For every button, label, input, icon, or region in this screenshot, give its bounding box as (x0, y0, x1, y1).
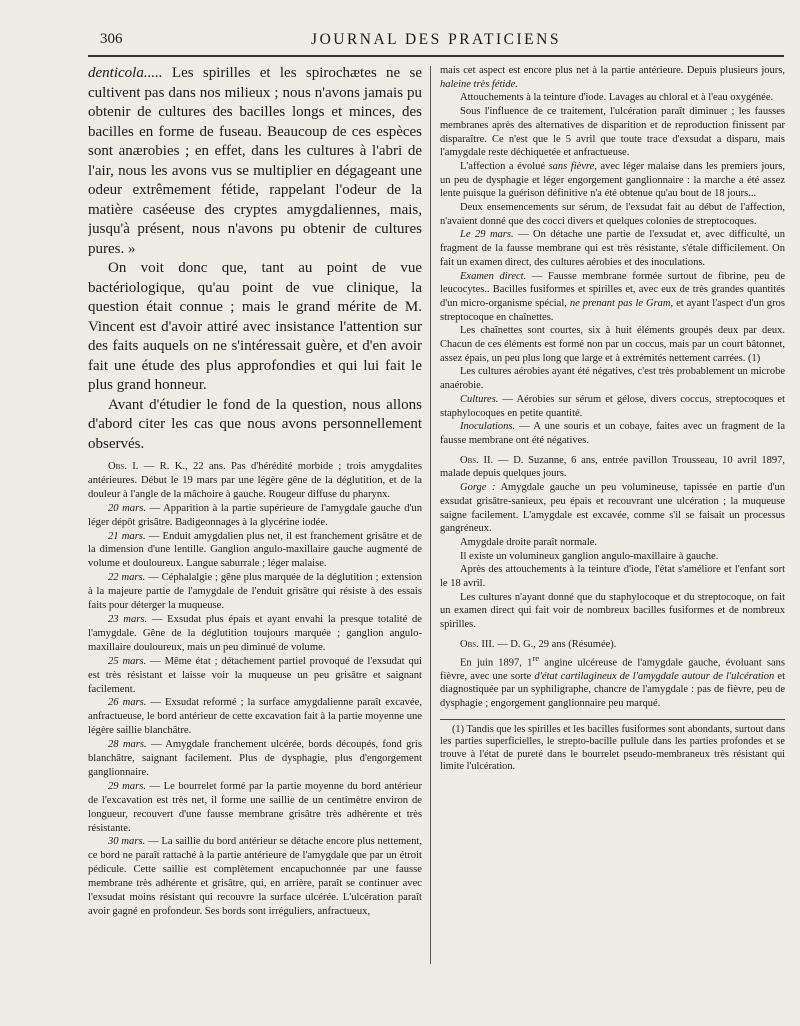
juin-1897-paragraph (440, 652, 785, 711)
entry-21-label: 21 mars. (108, 530, 146, 542)
intro-text: Les spirilles et les spirochætes ne se cultivent pas dans nos milieux ; nous n'avons jamais pu obtenir de cultures des bacilles longs et minces, des bacilles en forme de fuseau. Beaucoup de ces espèces sont anærobies ; en effet, dans les cultures à l'abri de l'air, nous les avons vus se multiplier en dégageant une odeur extrêmement fétide, rappelant l'odeur de la matière caséeuse des cryptes amygdaliennes, mais, jusqu'à présent, nous n'avons pu obtenir de cultures pures. » (88, 65, 422, 257)
entry-26-mars (88, 696, 422, 738)
entry-23-label: 23 mars. (108, 613, 148, 625)
examen-direct-paragraph (440, 270, 785, 325)
r7-label: Examen direct. (460, 270, 527, 282)
footnote: (1) Tandis que les spirilles et les bacilles fusiformes sont abondants, surtout dans les parties superficielles, le strepto-bacille pullule dans les parties profondes et se trouve à l'état de pureté dans le bourrelet pseudo-membraneux très résistant qui limite l'ulcération. (440, 723, 785, 773)
evolution-paragraph (440, 160, 785, 201)
r7-text-c: et ayant l'aspect d'un gros streptocoque en chaînettes. (440, 297, 785, 323)
intro-italic: denticola..... (88, 65, 163, 81)
ganglion-paragraph: Il existe un volumineux ganglion angulo-maxillaire à gauche. (460, 550, 719, 562)
entry-21-text: — Enduit amygdalien plus net, il est franchement grisâtre et de la dimension d'une lentille. Ganglion angulo-maxillaire gauche augmenté de volume et douloureux. Langue saburrale ; léger malaise. (88, 530, 422, 570)
aerobies-paragraph: Les cultures aérobies ayant été négatives, c'est très probablement un microbe anaérobie. (440, 366, 785, 392)
obs-1-label: Obs. I. (108, 461, 139, 472)
paragraph-vincent: On voit donc que, tant au point de vue bactériologique, qu'au point de vue clinique, la question était connue ; mais le grand mérite de M. Vincent est d'avoir attiré avec insistance l'attention sur des faits auquels on ne s'intéressait guère, et d'en avoir fait une étude des plus approfondies et qui lui fait le plus grand honneur. (88, 260, 422, 393)
header-rule (88, 55, 784, 57)
r19-text-d: et diagnostiquée par un syphiligraphe, chancre de l'amygdale : pas de fièvre, peu de dysphagie ; engorgement ganglionnaire peu marqué. (440, 670, 785, 710)
left-column (88, 64, 422, 969)
entry-30-text: — La saillie du bord antérieur se détache encore plus nettement, ce bord ne paraît rattaché à la partie antérieure de l'amygdale que par un étroit pédicule. Cette saillie est complètement encapuchonnée par une fausse membrane très adhérente et grisâtre, qui, en arrière, paraît se continuer avec l'exsudat moins résistant qui recouvre la surface ulcérée. L'ulcération paraît avoir gagné en profondeur. Ses bords sont irréguliers, anfractueux, (88, 836, 422, 917)
r10-label: Cultures. (460, 393, 499, 405)
entry-28-text: — Amygdale franchement ulcérée, bords découpés, fond gris blanchâtre, saignant facilement. Plus de dysphagie, plus d'engorgement ganglionnaire. (88, 739, 422, 778)
entry-28-label: 28 mars. (108, 739, 147, 751)
entry-28-mars (88, 738, 422, 780)
r4-text-c: avec léger malaise dans les premiers jours, un peu de dysphagie et léger engorgement ganglionnaire : la marche a été assez lente puisque la guérison définitive n'a été obtenue qu'au bout de 18 jours... (440, 160, 785, 200)
obs-2-label: Obs. II. (460, 454, 494, 466)
r10-text: — Aérobies sur sérum et gélose, divers coccus, streptocoques et staphylocoques en petite quantité. (440, 393, 785, 419)
r7-italic: ne prenant pas le Gram, (569, 297, 674, 309)
r4-italic: sans fièvre, (548, 160, 597, 172)
paragraph-cases: Avant d'étudier le fond de la question, nous allons d'abord citer les cas que nous avons personnellement observés. (88, 396, 422, 452)
treatment-paragraph: Attouchements à la teinture d'iode. Lavages au chloral et à l'eau oxygénée. (460, 92, 774, 104)
r19-italic: d'état cartilagineux de l'amygdale autour de l'ulcération (534, 670, 775, 682)
r11-text: — A une souris et un cobaye, faites avec un fragment de la fausse membrane ont été négatives. (440, 421, 785, 446)
page-header (88, 27, 784, 53)
obs-2-text: — D. Suzanne, 6 ans, entrée pavillon Trousseau, 10 avril 1897, malade depuis quelques jours. (440, 454, 785, 480)
column-rule (430, 66, 431, 964)
obs-3 (440, 638, 785, 652)
r4-text-a: L'affection a évolué (460, 160, 549, 172)
r7-text-a: — Fausse membrane formée surtout de fibrine, peu de leucocytes.. Bacilles fusiformes et spirilles et, avec eux de très grandes quantités d'un micro-organisme spécial, (440, 270, 785, 309)
entry-20-text: — Apparition à la partie supérieure de l'amygdale gauche d'un léger dépôt grisâtre. Badigeonnages à la glycérine iodée. (88, 502, 422, 528)
entry-21-mars (88, 530, 422, 572)
entry-25-mars (88, 655, 422, 697)
gorge-paragraph (440, 481, 785, 536)
cultures-staph-paragraph: Les cultures n'ayant donné que du staphylocoque et du streptocoque, on fait un examen direct qui fait voir de nombreux bacilles fusiformes et de nombreux spirilles. (440, 591, 785, 631)
right-column (440, 64, 785, 969)
continuation-paragraph (440, 64, 785, 91)
r6-label: Le 29 mars. (460, 229, 514, 241)
entry-30-label: 30 mars. (108, 836, 146, 848)
entry-20-mars (88, 502, 422, 530)
entry-30-mars (88, 835, 422, 918)
obs-1 (88, 460, 422, 502)
obs-3-text: — D. G., 29 ans (Résumée). (494, 638, 617, 650)
journal-title: JOURNAL DES PRATICIENS (311, 31, 561, 48)
cultures-paragraph (440, 393, 785, 420)
ensemencements-paragraph: Deux ensemencements sur sérum, de l'exsudat fait au début de l'affection, n'avaient donné que des cocci divers et quelques colonies de streptocoques. (440, 202, 785, 227)
r13-text: Amygdale gauche un peu volumineuse, tapissée en partie d'un exsudat grisâtre-sanieux, peu épais et recouvrant une ulcération ; la muqueuse saigne facilement. L'amygdale est excavée, comme s'il se faisait un processus gangréneux. (440, 482, 785, 535)
entry-23-mars (88, 613, 422, 655)
entry-29-label: 29 mars. (108, 780, 146, 792)
r19-text-a: En juin 1897, 1 (460, 657, 533, 669)
entry-le-29-mars (440, 228, 785, 269)
entry-26-label: 26 mars. (108, 697, 147, 709)
inoculations-paragraph (440, 420, 785, 447)
chainettes-paragraph: Les chaînettes sont courtes, six à huit éléments groupés deux par deux. Chacun de ces éléments est formé non par un coccus, mais par un court bâtonnet, assez épais, un peu plus long que large et à extrémités nettement carrées. (1) (440, 325, 785, 364)
attouchements-paragraph: Après des attouchements à la teinture d'iode, l'état s'améliore et l'enfant sort le 18 avril. (440, 564, 785, 590)
r11-label: Inoculations. (460, 421, 516, 433)
r6-text: — On détache une partie de l'exsudat et, avec difficulté, un fragment de la fausse membrane qui est très résistante, s'étale difficilement. On fait un examen direct, des cultures aérobies et des inoculations. (440, 229, 785, 268)
r19-superscript: re (532, 652, 540, 663)
intro-paragraph (88, 64, 422, 259)
influence-paragraph: Sous l'influence de ce traitement, l'ulcération paraît diminuer ; les fausses membranes après des alternatives de disparition et de reproduction finissent par disparaître. Ce n'est que le 5 avril que toute trace d'exsudat a disparu, mais l'amygdale reste déchiquetée et anfractueuse. (440, 106, 785, 159)
entry-20-label: 20 mars. (108, 502, 147, 514)
page-number: 306 (100, 31, 123, 47)
r1-italic: haleine très fétide. (440, 78, 518, 90)
entry-23-text: — Exsudat plus épais et ayant envahi la presque totalité de l'amygdale. Gêne de la déglutition toujours marquée ; ganglion angulo-maxillaire douloureux, mais un peu diminué de volume. (88, 613, 422, 653)
entry-22-label: 22 mars. (108, 572, 146, 584)
entry-22-mars (88, 571, 422, 613)
r19-text-b: angine ulcéreuse de l'amygdale gauche, évoluant sans fièvre, avec une sorte (440, 657, 785, 682)
entry-25-label: 25 mars. (108, 655, 147, 667)
amygdale-droite-paragraph: Amygdale droite paraît normale. (460, 536, 598, 548)
obs-1-text: — R. K., 22 ans. Pas d'hérédité morbide ; trois amygdalites antérieures. Début le 19 mars par une légère gêne de la déglutition, et de la douleur à l'angle de la mâchoire à gauche. Rougeur diffuse du pharynx. (88, 461, 422, 500)
footnote-rule (440, 719, 785, 720)
entry-25-text: — Même état ; détachement partiel provoqué de l'exsudat qui est très résistant et laisse voir la muqueuse un peu grisâtre et saignant facilement. (88, 655, 422, 695)
entry-29-mars (88, 780, 422, 836)
r1-text: mais cet aspect est encore plus net à la partie antérieure. Depuis plusieurs jours, (440, 65, 785, 76)
entry-29-text: — Le bourrelet formé par la partie moyenne du bord antérieur de l'excavation est très net, il forme une saillie de un centimètre environ de longueur, recouvert d'une fausse membrane grisâtre très adhérente et très résistante. (88, 780, 422, 834)
entry-26-text: — Exsudat reformé ; la surface amygdalienne paraît excavée, anfractueuse, le bord antérieur de cette excavation fait à la partie moyenne une légère saillie blanchâtre. (88, 697, 422, 737)
obs-2 (440, 454, 785, 481)
r13-label: Gorge : (460, 482, 496, 494)
obs-3-label: Obs. III. (460, 638, 495, 650)
entry-22-text: — Céphalalgie ; gêne plus marquée de la déglutition ; extension à la majeure partie de l'amygdale de l'enduit grisâtre qui résiste à des essais faits pour déterger la muqueuse. (88, 572, 422, 612)
